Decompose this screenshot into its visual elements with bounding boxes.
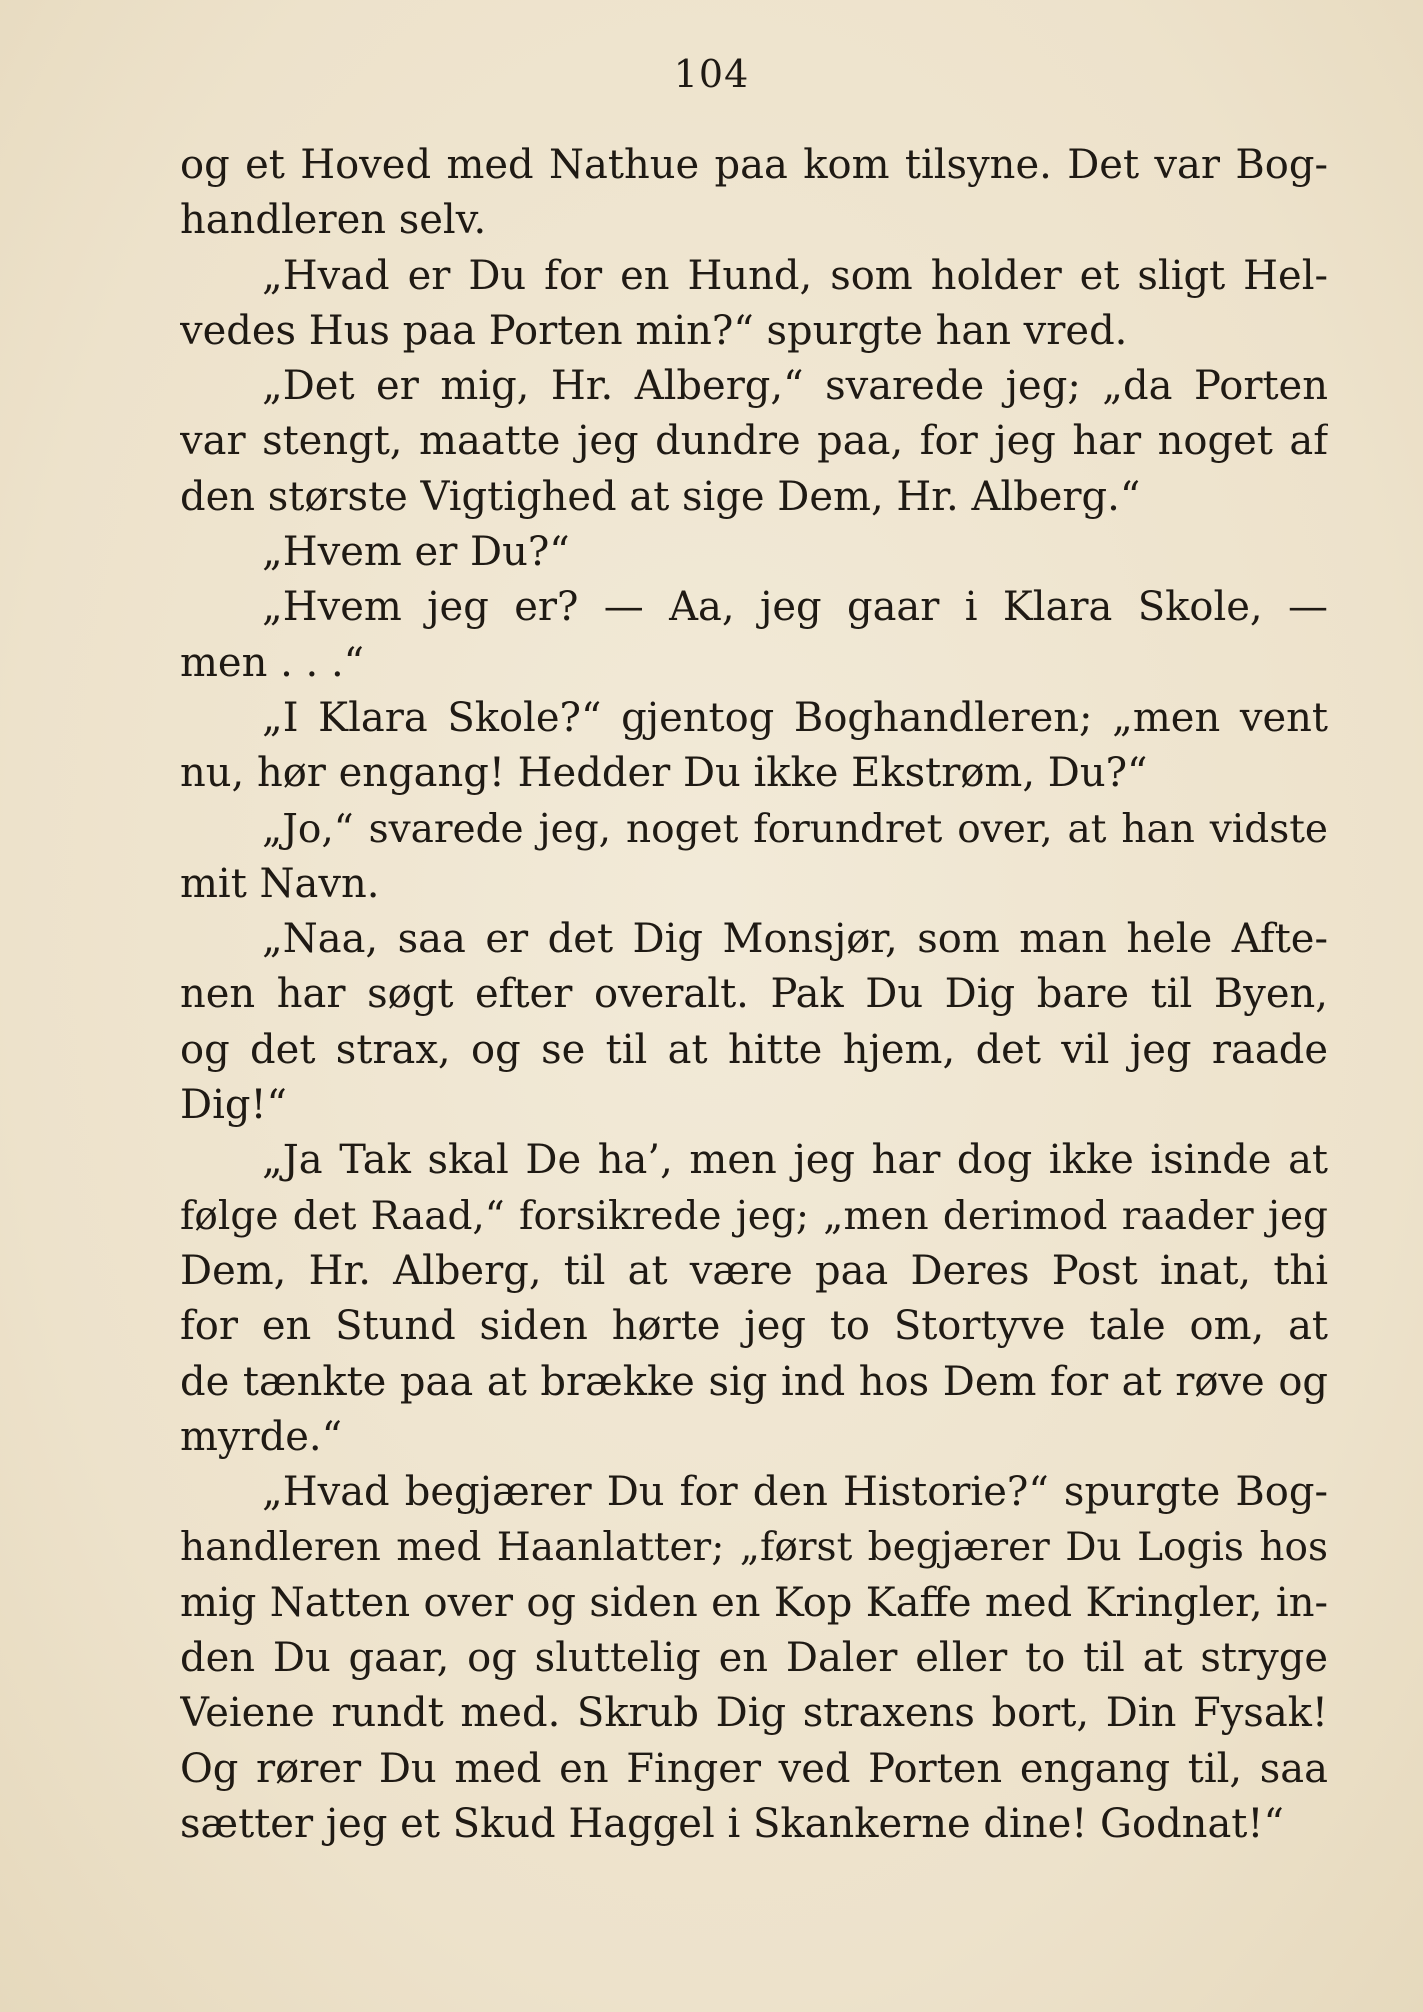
body-text bbox=[180, 138, 1328, 1852]
text-line: „Hvem jeg er? — Aa, jeg gaar i Klara Skole, — bbox=[262, 584, 1328, 631]
text-line: sætter jeg et Skud Haggel i Skankerne dine! Godnat!“ bbox=[180, 1800, 1284, 1847]
text-line: for en Stund siden hørte jeg to Stortyve tale om, at bbox=[180, 1303, 1328, 1350]
text-line: Veiene rundt med. Skrub Dig straxens bort, Din Fysak! bbox=[180, 1690, 1328, 1737]
text-line: de tænkte paa at brække sig ind hos Dem for at røve og bbox=[180, 1358, 1328, 1405]
text-line: „Det er mig, Hr. Alberg,“ svarede jeg; „da Porten bbox=[262, 363, 1328, 410]
text-line: var stengt, maatte jeg dundre paa, for jeg har noget af bbox=[180, 418, 1328, 465]
text-line: Dem, Hr. Alberg, til at være paa Deres Post inat, thi bbox=[180, 1247, 1328, 1294]
text-line: „Hvad begjærer Du for den Historie?“ spurgte Bog- bbox=[262, 1469, 1328, 1516]
text-line: „Ja Tak skal De ha’, men jeg har dog ikke isinde at bbox=[262, 1137, 1328, 1184]
text-line: „Jo,“ svarede jeg, noget forundret over, at han vidste bbox=[262, 806, 1328, 852]
text-line: mig Natten over og siden en Kop Kaffe med Kringler, in- bbox=[180, 1579, 1328, 1626]
page-number: 104 bbox=[673, 52, 750, 96]
text-line: myrde.“ bbox=[180, 1413, 343, 1460]
text-line: handleren selv. bbox=[180, 197, 487, 244]
text-line: mit Navn. bbox=[180, 860, 380, 907]
text-line: Dig!“ bbox=[180, 1082, 287, 1129]
text-line: og et Hoved med Nathue paa kom tilsyne. Det var Bog- bbox=[180, 142, 1328, 188]
text-line: „Hvem er Du?“ bbox=[262, 529, 570, 576]
text-line: følge det Raad,“ forsikrede jeg; „men derimod raader jeg bbox=[180, 1193, 1328, 1239]
text-line: „Naa, saa er det Dig Monsjør, som man hele Afte- bbox=[262, 916, 1328, 963]
text-line: den største Vigtighed at sige Dem, Hr. Alberg.“ bbox=[180, 473, 1141, 520]
text-line: „Hvad er Du for en Hund, som holder et sligt Hel- bbox=[262, 252, 1328, 299]
text-line: den Du gaar, og sluttelig en Daler eller to til at stryge bbox=[180, 1635, 1328, 1682]
text-line: nen har søgt efter overalt. Pak Du Dig bare til Byen, bbox=[180, 971, 1328, 1018]
text-line: vedes Hus paa Porten min?“ spurgte han vred. bbox=[180, 307, 1128, 354]
text-line: nu, hør engang! Hedder Du ikke Ekstrøm, Du?“ bbox=[180, 750, 1148, 797]
text-line: Og rører Du med en Finger ved Porten engang til, saa bbox=[180, 1745, 1328, 1792]
text-line: men . . .“ bbox=[180, 639, 365, 686]
text-line: „I Klara Skole?“ gjentog Boghandleren; „men vent bbox=[262, 694, 1328, 741]
text-line: handleren med Haanlatter; „først begjærer Du Logis hos bbox=[180, 1525, 1328, 1571]
text-line: og det strax, og se til at hitte hjem, det vil jeg raade bbox=[180, 1026, 1328, 1073]
